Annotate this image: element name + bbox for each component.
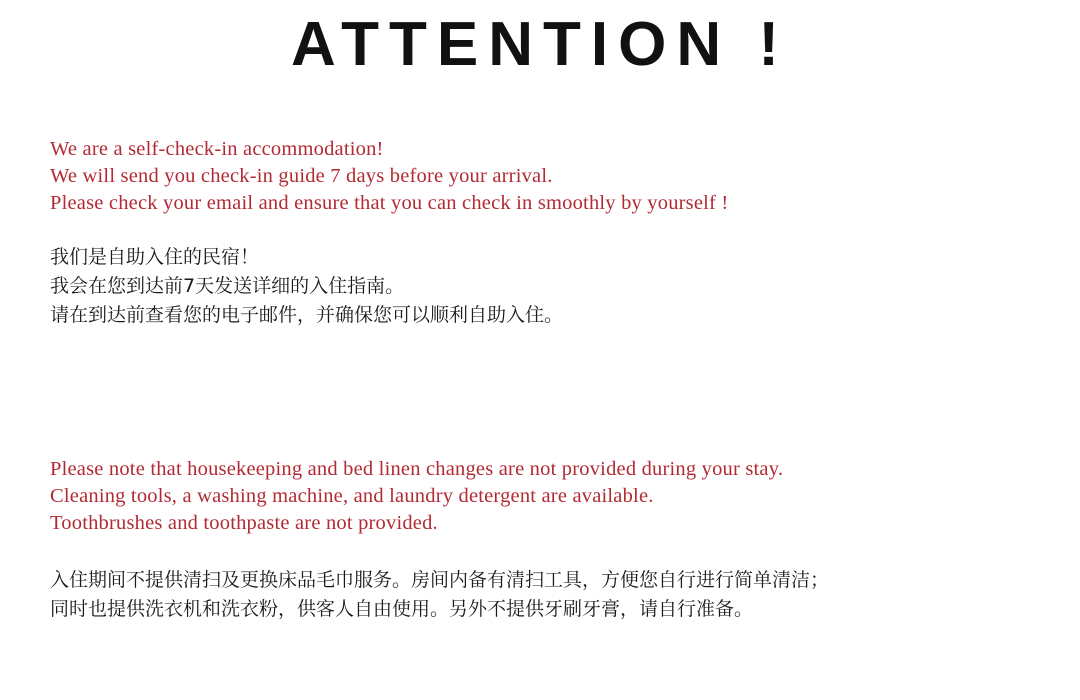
english-notice-line: Please note that housekeeping and bed linen changes are not provided during your stay. <box>50 458 784 480</box>
english-notice-block-1 <box>50 136 1040 217</box>
english-notice-line: We are a self-check-in accommodation! <box>50 138 384 160</box>
english-notice-line: Toothbrushes and toothpaste are not provided. <box>50 512 438 534</box>
chinese-notice-line: 同时也提供洗衣机和洗衣粉，供客人自由使用。另外不提供牙刷牙膏，请自行准备。 <box>50 598 754 620</box>
english-notice-block-2 <box>50 456 1040 537</box>
page-title: ATTENTION ! <box>290 10 789 79</box>
chinese-notice-line: 我们是自助入住的民宿！ <box>50 246 260 268</box>
chinese-notice-block-1 <box>50 243 1040 330</box>
english-notice-line: Please check your email and ensure that you can check in smoothly by yourself ! <box>50 192 729 214</box>
english-notice-line: Cleaning tools, a washing machine, and laundry detergent are available. <box>50 485 654 507</box>
english-notice-line: We will send you check-in guide 7 days before your arrival. <box>50 165 553 187</box>
chinese-notice-block-2 <box>50 566 1040 624</box>
chinese-notice-line: 请在到达前查看您的电子邮件，并确保您可以顺利自助入住。 <box>50 304 564 326</box>
chinese-notice-line: 我会在您到达前7天发送详细的入住指南。 <box>50 275 405 297</box>
chinese-notice-line: 入住期间不提供清扫及更换床品毛巾服务。房间内备有清扫工具，方便您自行进行简单清洁； <box>50 569 830 591</box>
